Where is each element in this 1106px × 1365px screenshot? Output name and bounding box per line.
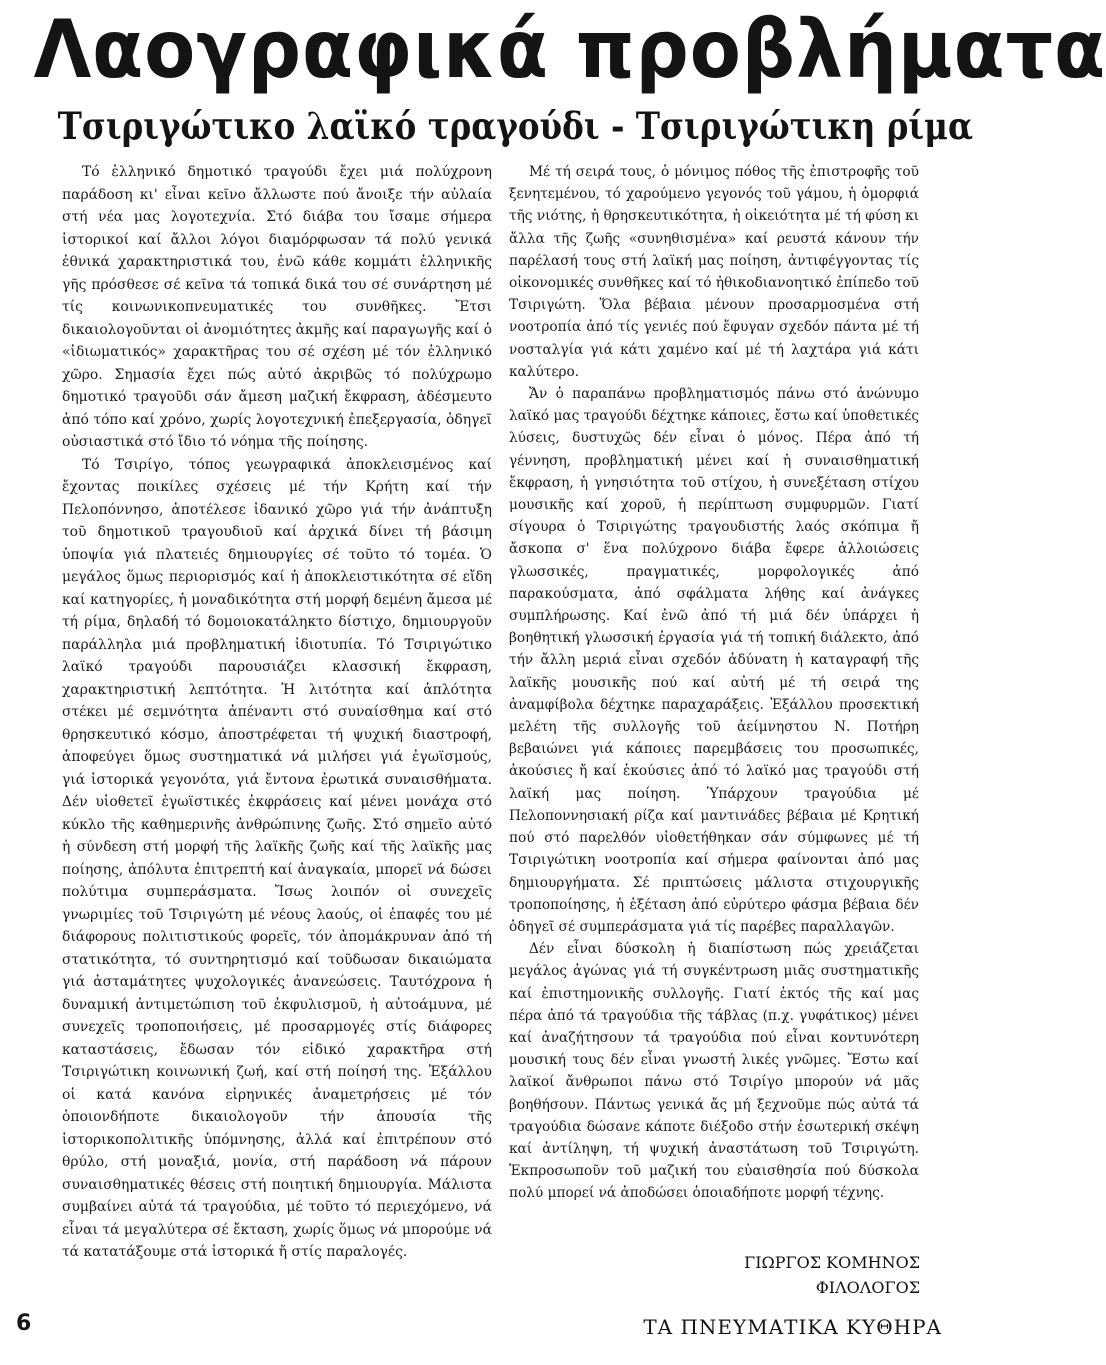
author-role: ΦΙΛΟΛΟΓΟΣ (815, 1278, 920, 1297)
article-subtitle: Τσιριγώτικο λαϊκό τραγούδι - Τσιριγώτικη ρίμα (57, 104, 974, 148)
page-number: 6 (16, 1311, 32, 1336)
author-name: ΓΙΩΡΓΟΣ ΚΟΜΗΝΟΣ (744, 1253, 920, 1272)
magazine-name: ΤΑ ΠΝΕΥΜΑΤΙΚΑ ΚΥΘΗΡΑ (643, 1315, 942, 1339)
paragraph: Ἄν ὁ παραπάνω προβληματισμός πάνω στό ἀνώνυμο λαϊκό μας τραγούδι δέχτηκε κάποιες, ἔστω καί ὑποθετικές λύσεις, δυστυχῶς δέν εἶναι ὁ μόνος. Πέρα ἀπό τή γέννηση, προβληματική μένει καί ἡ συναισθηματική ἔκφραση, ἡ γνησιότητα τοῦ στίχου, ἡ συνεξέταση στίχου μουσικῆς καί χοροῦ, ἡ περίπτωση συμφυρμῶν. Γιατί σίγουρα ὁ Τσιριγώτης τραγουδιστής λαός σκόπιμα ἤ ἄσκοπα σ' ἕνα πολύχρονο διάβα ἔφερε ἀλλοιώσεις γλωσσικές, πραγματικές, μορφολογικές ἀπό παρακούσματα, ἀπό σφάλματα λήθης καί ἀνάγκες συμπλήρωσης. Καί ἐνῶ ἀπό τή μιά δέν ὑπάρχει ἡ βοηθητική γλωσσική ἐργασία γιά τή τοπική διάλεκτο, ἀπό τήν ἄλλη μεριά εἶναι σχεδόν ἀδύνατη ἡ καταγραφή τῆς λαϊκῆς μουσικῆς πού καί αὐτή μέ τή σειρά της ἀναμφίβολα δέχτηκε παραχαράξεις. Ἐξάλλου προσεκτική μελέτη τῆς συλλογῆς τοῦ ἀείμνηστου Ν. Ποτήρη βεβαιώνει γιά κάποιες παρεμβάσεις του προσωπικές, ἀκούσιες ἤ καί ἑκούσιες ἀπό τό λαϊκό μας τραγούδι στή λαϊκή μας ποίηση. Ὑπάρχουν τραγούδια μέ Πελοποννησιακή ρίζα καί μαντινάδες βέβαια μέ Κρητική πού στό παρελθόν υἱοθετήθηκαν σάν σύμφωνες μέ τή Τσιριγώτικη νοοτροπία καί σήμερα φαίνονται ἀπό μας δημιουργήματα. Σέ πριπτώσεις μάλιστα στιχουργικῆς τροποποίησης, ἡ ἐξέταση ἀπό εὐρύτερο φάσμα βέβαια δέν ὁδηγεῖ σέ συμπεράσματα γιά τίς παρέβες παραλλαγῶν. (509, 386, 919, 935)
paragraph: Τό ἑλληνικό δημοτικό τραγούδι ἔχει μιά πολύχρονη παράδοση κι' εἶναι κεῖνο ἄλλωστε πού ἄνοιξε τήν αὐλαία στή νέα μας λογοτεχνία. Στό διάβα του ἴσαμε σήμερα ἱστορικοί καί ἄλλοι λόγοι διαμόρφωσαν τά πολύ γενικά ἐθνικά χαρακτηριστικά του, ἐνῶ κάθε κομμάτι ἑλληνικῆς γῆς πρόσθεσε σέ κεῖνα τά τοπικά δικά του σέ συνάρτηση μέ τίς κοινωνικοπνευματικές του συνθῆκες. Ἔτσι δικαιολογοῦνται οἱ ἀνομιότητες ἀκμῆς καί παραγωγῆς καί ὁ «ἰδιωματικός» χαρακτῆρας του σέ σχέση μέ τόν ἑλληνικό χῶρο. Σημασία ἔχει πώς αὐτό ἀκριβῶς τό πολύχρωμο δημοτικό τραγοῦδι σάν ἄμεση μαζική ἔκφραση, ἀδέσμευτο ἀπό τόπο καί χρόνο, χωρίς λογοτεχνική ἐπεξεργασία, ὁδηγεῖ οὐσιαστικά στό ἴδιο τό νόημα τῆς ποίησης. (62, 164, 492, 450)
paragraph: Μέ τή σειρά τους, ὁ μόνιμος πόθος τῆς ἐπιστροφῆς τοῦ ξενητεμένου, τό χαρούμενο γεγονός τοῦ γάμου, ἡ ὀμορφιά τῆς νιότης, ἡ θρησκευτικότητα, ἡ οἰκειότητα μέ τή φύση κι ἄλλα τῆς ζωῆς «συνηθισμένα» καί ρευστά κάνουν τήν παρέλασή τους στή λαϊκή μας ποίηση, ἀντιφέγγοντας τίς οἰκονομικές συνθῆκες καί τό ἠθικοδιανοητικό ἐπίπεδο τοῦ Τσιριγώτη. Ὅλα βέβαια μένουν προσαρμοσμένα στή νοοτροπία ἀπό τίς γενιές πού ἔφυγαν σχεδόν πάντα μέ τή νοσταλγία γιά κάτι χαμένο καί μέ τή λαχτάρα γιά κάτι καλύτερο. (509, 164, 919, 380)
paragraph: Δέν εἶναι δύσκολη ἡ διαπίστωση πώς χρειάζεται μεγάλος ἀγώνας γιά τή συγκέντρωση μιᾶς συστηματικῆς καί ἐπιστημονικῆς συλλογῆς. Γιατί ἐκτός τῆς καί μας πέρα ἀπό τά τραγούδια τῆς τάβλας (π.χ. γυφάτικος) μένει καί ἀναζήτησουν τά τραγούδια πού εἶναι κοντυνότερη μουσική τους δέν εἶναι γνωστή λικές γνῶμες. Ἔστω καί λαϊκοί ἄνθρωποι πάνω στό Τσιρίγο μπορούν νά μᾶς βοηθήσουν. Πάντως γενικά ἄς μή ξεχνοῦμε πώς αὐτά τά τραγούδια δώσανε κάποτε διέξοδο στήν ἐσωτερική σκέψη καί ἀντίληψη, τή ψυχική ἀναστάτωση τοῦ Τσιριγώτη. Ἐκπροσωποῦν τοῦ μαζική του εὐαισθησία πού δύσκολα πολύ μπορεί νά ἀποδώσει ὁποιαδήποτε μορφή τέχνης. (509, 941, 919, 1202)
left-column (62, 161, 492, 1264)
paragraph: Τό Τσιρίγο, τόπος γεωγραφικά ἀποκλεισμένος καί ἔχοντας ποικίλες σχέσεις μέ τήν Κρήτη καί τήν Πελοπόννησο, ἀποτέλεσε ἰδανικό χῶρο γιά τήν ἀνάπτυξη τοῦ δημοτικοῦ τραγουδιοῦ καί ἀρχικά δίνει τή βάσιμη ὑποψία γιά πλατειές δημιουργίες σέ τοῦτο τό τομέα. Ὁ μεγάλος ὅμως περιορισμός καί ἡ ἀποκλειστικότητα σέ εἴδη καί κατηγορίες, ἡ μοναδικότητα στή μορφή δεμένη ἄμεσα μέ τή ρίμα, δηλαδή τό δομοιοκατάληκτο δίστιχο, δημιουργοῦν παράλληλα μιά προβληματική ἰδιοτυπία. Τό Τσιριγώτικο λαϊκό τραγούδι παρουσιάζει κλασσική ἔκφραση, χαρακτηριστική λεπτότητα. Ἡ λιτότητα καί ἁπλότητα στέκει μέ σεμνότητα ἀπέναντι στό συναίσθημα καί στό θρησκευτικό κόσμο, ἀποστρέφεται τή ψυχική διαστροφή, ἀποφεύγει ὅμως συστηματικά νά μιλήσει γιά ἐγωϊσμούς, γιά ἱστορικά γεγονότα, γιά ἔντονα ἐρωτικά συναισθήματα. Δέν υἱοθετεῖ ἐγωϊστικές ἐκφράσεις καί μένει μονάχα στό κύκλο τῆς καθημερινῆς ἀνθρώπινης ζωῆς. Στό σημεῖο αὐτό ἡ σύνδεση στή μορφή τῆς λαϊκῆς ζωῆς καί τῆς λαϊκῆς μας ποίησης, ἀπόλυτα ἐπιτρεπτή καί ἀναγκαία, μπορεῖ νά δώσει πολύτιμα συμπεράσματα. Ἴσως λοιπόν οἱ συνεχεῖς γνωριμίες τοῦ Τσιριγώτη μέ νέους λαούς, οἱ ἐπαφές του μέ διάφορους πολιτιστικούς φορεῖς, τόν ἀπομάκρυναν ἀπό τή στατικότητα, τό συντηρητισμό καί τοῦδωσαν δικαιώματα γιά ἀσταμάτητες ψυχολογικές ἀνανεώσεις. Ταυτόχρονα ἡ δυναμική ἀντιμετώπιση τοῦ ἐκφυλισμοῦ, ἡ αὐτοάμυνα, μέ συνεχεῖς τροποποιήσεις, μέ προσαρμογές στίς διάφορες καταστάσεις, ἔδωσαν τόν εἰδικό χαρακτῆρα στή Τσιριγώτικη κοινωνική ζωή, καί στή ποίησή της. Ἐξάλλου οἱ κατά κανόνα εἰρηνικές ἀναμετρήσεις μέ τόν ὁποιονδήποτε δικαιολογοῦν τήν ἀπουσία τῆς ἱστορικοπολιτικῆς ὑπόμνησης, ἀλλά καί ἐπιτρέπουν στό θρύλο, στή μοναξιά, μονία, στή παράδοση νά πάρουν συναισθηματικές θέσεις στή ποιητική δημιουργία. Μάλιστα συμβαίνει αὐτά τά τραγούδια, μέ τοῦτο τό περιεχόμενο, νά εἶναι τά μεγαλύτερα σέ ἔκταση, χωρίς ὅμως νά μπορούμε νά τά κατατάξουμε στά ἱστορικά ἤ στίς παραλογές. (62, 456, 492, 1260)
right-column (509, 161, 919, 1205)
page-title: Λαογραφικά προβλήματα (33, 3, 1106, 96)
